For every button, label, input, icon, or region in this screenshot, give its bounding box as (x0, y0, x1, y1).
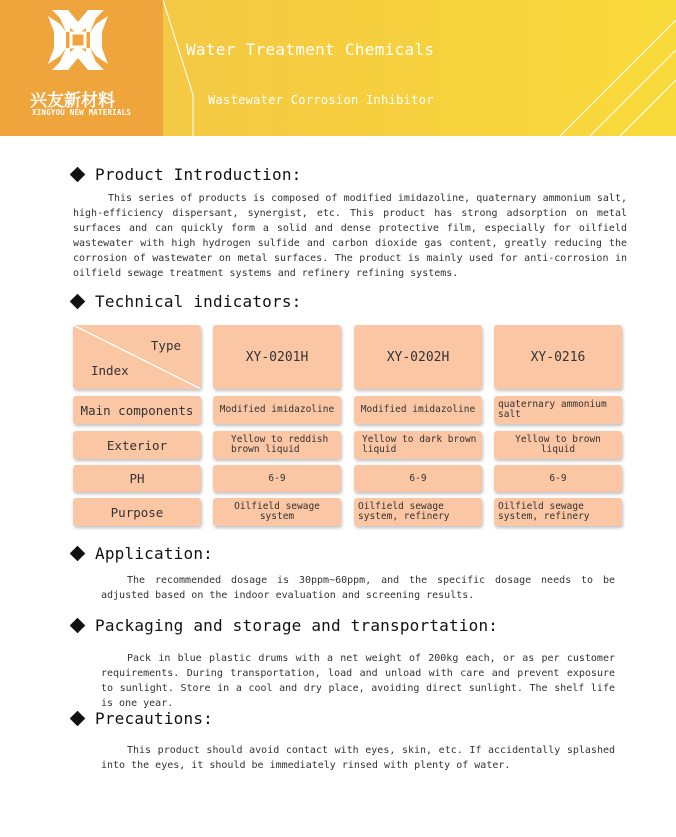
table-cell: Oilfield sewage system, refinery (354, 498, 482, 526)
section-packaging-heading (72, 616, 498, 635)
diamond-bullet-icon (70, 167, 86, 183)
brand-name-en: XINGYOU NEW MATERIALS (32, 108, 132, 117)
section-precautions-heading (72, 709, 213, 728)
brand-name-cn: 兴友新材料 (30, 91, 115, 111)
table-cell: Yellow to dark brown liquid (354, 431, 482, 459)
diamond-bullet-icon (70, 618, 86, 634)
table-cell: Modified imidazoline (213, 396, 341, 424)
corner-index-label: Index (91, 363, 129, 378)
row-header: PH (73, 465, 201, 492)
application-paragraph: The recommended dosage is 30ppm~60ppm, and the specific dosage needs to be adjusted based on the indoor evaluation and screening results. (101, 575, 615, 601)
page-title: Water Treatment Chemicals (186, 40, 435, 59)
section-title: Packaging and storage and transportation: (95, 616, 499, 635)
row-header: Main components (73, 396, 201, 424)
corner-diagonal (73, 325, 201, 389)
section-intro-heading (72, 165, 302, 184)
packaging-paragraph: Pack in blue plastic drums with a net weight of 200kg each, or as per customer requirements. During transportation, load and unload with care and prevent exposure to sunlight. Store in a cool and dry place, avoiding direct sunlight. The shelf life is one year. (101, 653, 615, 709)
corner-type-label: Type (150, 338, 181, 353)
row-header: Purpose (73, 498, 201, 526)
diamond-bullet-icon (70, 546, 86, 562)
logo-area (0, 0, 163, 136)
diamond-bullet-icon (70, 711, 86, 727)
column-header: XY-0202H (354, 325, 482, 389)
table-cell: 6-9 (494, 465, 622, 492)
table-cell: quaternary ammonium salt (494, 396, 622, 424)
table-cell: Oilfield sewage system (213, 498, 341, 526)
precautions-paragraph: This product should avoid contact with eyes, skin, etc. If accidentally splashed into the eyes, it should be immediately rinsed with plenty of water. (101, 745, 615, 771)
intro-paragraph: This series of products is composed of modified imidazoline, quaternary ammonium salt, high-efficiency dispersant, synergist, etc. This product has strong adsorption on metal surfaces and can quickly form a solid and dense protective film, especially for oilfield wastewater with high hydrogen sulfide and carbon dioxide gas content, greatly reducing the corrosion of wastewater on metal surfaces. The product is mainly used for anti-corrosion in oilfield sewage treatment systems and refinery refining systems. (73, 193, 627, 279)
table-cell: 6-9 (354, 465, 482, 492)
column-header: XY-0201H (213, 325, 341, 389)
table-cell: Modified imidazoline (354, 396, 482, 424)
column-header: XY-0216 (494, 325, 622, 389)
header-banner (0, 0, 676, 136)
brand-logo-icon (46, 8, 110, 72)
table-corner-cell (73, 325, 201, 389)
table-cell: Oilfield sewage system, refinery (494, 498, 622, 526)
row-header: Exterior (73, 431, 201, 459)
diamond-bullet-icon (70, 294, 86, 310)
section-title: Product Introduction: (95, 165, 302, 184)
section-title: Technical indicators: (95, 292, 302, 311)
table-cell: Yellow to brown liquid (494, 431, 622, 459)
section-title: Precautions: (95, 709, 213, 728)
page-subtitle: Wastewater Corrosion Inhibitor (208, 93, 434, 107)
section-title: Application: (95, 544, 213, 563)
section-tech-heading (72, 292, 302, 311)
section-application-heading (72, 544, 213, 563)
table-cell: 6-9 (213, 465, 341, 492)
table-cell: Yellow to reddish brown liquid (213, 431, 341, 459)
